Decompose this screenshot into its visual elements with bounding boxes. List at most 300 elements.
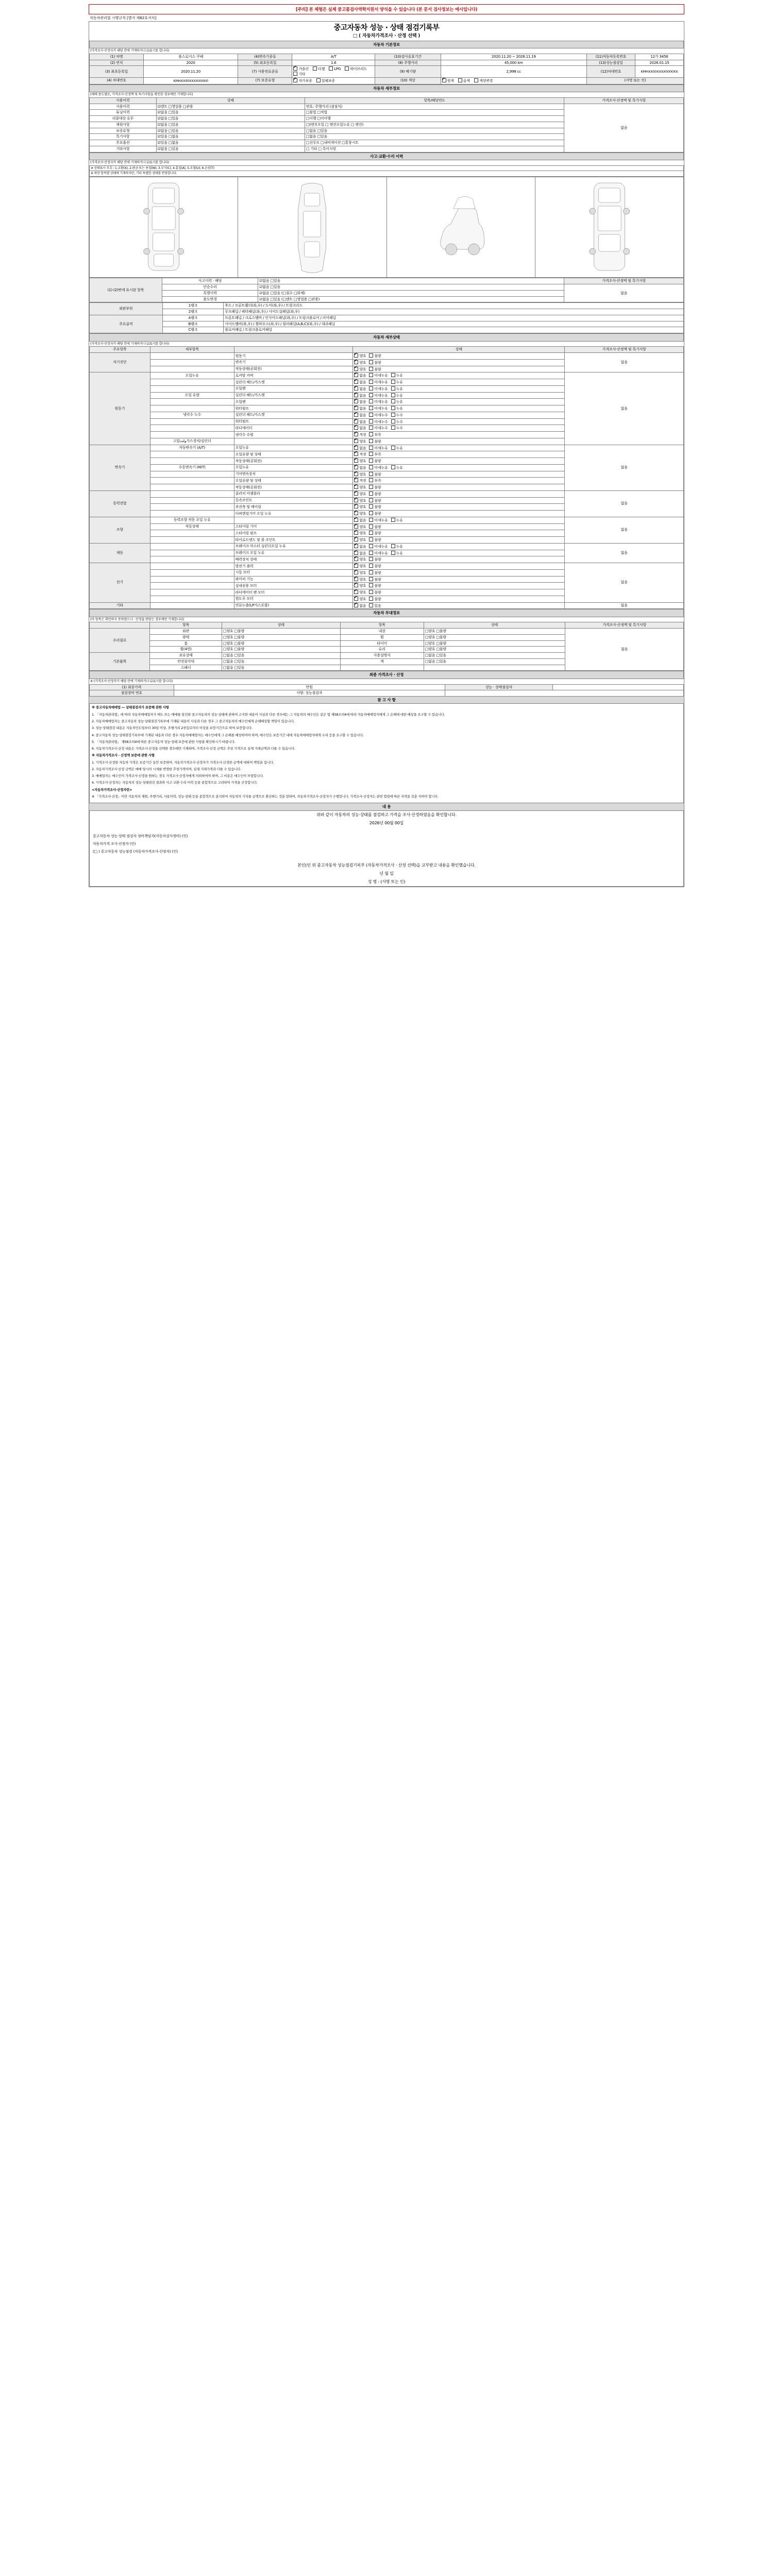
perf-price-2: 없음 — [565, 445, 684, 490]
perf-state-4-2[interactable] — [353, 530, 565, 537]
tire-state-b-5[interactable]: □없음 □있음 — [424, 658, 565, 665]
perf-state-3-0[interactable] — [353, 490, 565, 497]
color-option-two-tone[interactable] — [458, 78, 470, 83]
checkbox-box[interactable] — [369, 439, 373, 443]
checkbox-box[interactable] — [354, 511, 358, 515]
checkbox-option[interactable]: ✔ 없음 — [354, 419, 366, 425]
tire-col-state-1: 상태 — [222, 622, 340, 629]
perf-sub-2-1 — [150, 451, 234, 458]
checkbox-box[interactable] — [354, 531, 358, 535]
checkbox-option[interactable]: 미세누수 — [369, 426, 388, 431]
perf-item-0-0: 원동기 — [234, 353, 353, 360]
checkbox-option[interactable]: ✔ 적정 — [354, 452, 366, 457]
checkbox-option[interactable]: ✔ 양호 — [354, 564, 366, 569]
checkbox-option[interactable]: ✔ 양호 — [354, 472, 366, 477]
perf-item-1-10 — [234, 438, 353, 445]
perf-item-1-8: 라디에이터 — [234, 425, 353, 432]
checkbox-box[interactable] — [354, 590, 358, 594]
checkbox-box[interactable] — [369, 498, 373, 502]
checkbox-option[interactable]: ✔ 양호 — [354, 439, 366, 444]
perf-state-1-0[interactable] — [353, 372, 565, 379]
checkbox-box[interactable] — [354, 353, 358, 358]
checkbox-box[interactable] — [369, 426, 373, 430]
checkbox-option[interactable]: ✔ 양호 — [354, 459, 366, 464]
perf-item-1-9: 냉각수 수량 — [234, 432, 353, 438]
checkbox-box[interactable] — [354, 360, 358, 364]
checkbox-option[interactable]: 불량 — [369, 353, 381, 359]
perf-item-1-5: 워터펌프 — [234, 405, 353, 412]
checkbox-box[interactable] — [354, 564, 358, 568]
color-option-single[interactable] — [442, 78, 454, 83]
checkbox-box[interactable] — [391, 551, 395, 555]
checkbox-option[interactable]: ✔ 양호 — [354, 353, 366, 359]
checkbox-box[interactable] — [354, 570, 358, 574]
checkbox-option[interactable]: ✔ 적정 — [354, 478, 366, 483]
color-option-changed[interactable] — [474, 78, 493, 83]
tire-state-a-3[interactable]: □양호 □불량 — [222, 647, 340, 653]
tire-item-a-6: 스패너 — [150, 665, 222, 671]
checkbox-option[interactable]: ✔ 없음 — [354, 465, 366, 470]
checkbox-option[interactable]: 미세누유 — [369, 465, 388, 470]
warranty-option-company[interactable]: 업체보증 — [316, 78, 335, 83]
checkbox-option[interactable]: 불량 — [369, 537, 381, 543]
checkbox-option[interactable]: 미세누수 — [369, 413, 388, 418]
checkbox-option[interactable]: ✔ 없음 — [354, 413, 366, 418]
checkbox-option[interactable]: 불량 — [369, 504, 381, 510]
checkbox-option[interactable]: ✔ 양호 — [354, 524, 366, 530]
checkbox-box[interactable] — [354, 367, 358, 371]
checkbox-option[interactable]: ✔ 양호 — [354, 557, 366, 562]
checkbox-box[interactable] — [369, 577, 373, 581]
perf-state-0-2[interactable] — [353, 366, 565, 372]
checkbox-box[interactable] — [354, 537, 358, 541]
perf-state-0-0[interactable] — [353, 353, 565, 360]
checkbox-option[interactable]: 미세누수 — [369, 419, 388, 425]
checkbox-option[interactable]: 불량 — [369, 472, 381, 477]
checkbox-box[interactable] — [354, 551, 358, 555]
checkbox-option[interactable]: 불량 — [369, 459, 381, 464]
checkbox-option[interactable]: ✔ 없음 — [354, 446, 366, 451]
checkbox-option[interactable]: 불량 — [369, 485, 381, 490]
checkbox-option[interactable]: 누수 — [391, 426, 403, 431]
perf-row — [90, 543, 684, 550]
checkbox-option[interactable]: ✔ 양호 — [354, 511, 366, 516]
warranty-option-self[interactable]: ✔ 자가보증 — [293, 78, 312, 83]
final-price-label: (1) 최종가격 — [90, 684, 174, 690]
checkbox-option[interactable]: ✔ 양호 — [354, 504, 366, 510]
checkbox-option[interactable]: 누유 — [391, 386, 403, 392]
checkbox-box[interactable] — [369, 413, 373, 417]
checkbox-box[interactable] — [354, 452, 358, 456]
checkbox-box[interactable] — [354, 446, 358, 450]
perf-sub-6-4 — [150, 589, 234, 596]
accident-row-value-2[interactable]: ☑없음 □있음 (□침수 □화재) — [258, 290, 564, 296]
checkbox-box[interactable] — [369, 432, 373, 436]
checkbox-option[interactable]: 누수 — [391, 413, 403, 418]
checkbox-option[interactable]: ✔ 양호 — [354, 367, 366, 372]
checkbox-option[interactable]: 누유 — [391, 518, 403, 523]
tire-state-b-2[interactable]: □양호 □불량 — [424, 640, 565, 647]
checkbox-box[interactable] — [354, 597, 358, 601]
checkbox-option[interactable]: ✔ 적정 — [354, 432, 366, 437]
checkbox-option[interactable]: 불량 — [369, 531, 381, 536]
perf-state-5-2[interactable] — [353, 556, 565, 563]
checkbox-box[interactable] — [354, 518, 358, 522]
final-inspector-value[interactable] — [552, 684, 683, 690]
fuel-option-hybrid-label: 하이브리드 — [350, 67, 367, 72]
checkbox-option[interactable]: ✔ 없음 — [354, 406, 366, 411]
accident-row-value-1[interactable]: ☑없음 □있음 — [258, 284, 564, 291]
color-checkbox-group[interactable] — [441, 77, 586, 84]
checkbox-option[interactable]: 불량 — [369, 492, 381, 497]
perf-state-4-1[interactable] — [353, 523, 565, 530]
checkbox-box[interactable] — [391, 465, 395, 469]
checkbox-option[interactable]: 불량 — [369, 557, 381, 562]
checkbox-box[interactable] — [369, 492, 373, 496]
checkbox-option[interactable]: ✔ 없음 — [354, 518, 366, 523]
perf-sub-0-1 — [150, 359, 234, 366]
checkbox-box[interactable] — [369, 452, 373, 456]
checkbox-option[interactable]: 불량 — [369, 564, 381, 569]
checkbox-option[interactable]: ✔ 양호 — [354, 590, 366, 595]
checkbox-box[interactable] — [391, 373, 395, 377]
checkbox-box[interactable] — [354, 524, 358, 529]
checkbox-box[interactable] — [391, 544, 395, 548]
checkbox-box[interactable] — [354, 465, 358, 469]
checkbox-option[interactable]: 누유 — [391, 393, 403, 398]
checkbox-option[interactable]: ✔ 없음 — [354, 386, 366, 392]
checkbox-box[interactable] — [369, 590, 373, 594]
checkbox-box[interactable] — [354, 380, 358, 384]
checkbox-option[interactable]: 불량 — [369, 498, 381, 503]
diagram-front-view — [90, 177, 238, 278]
checkbox-box[interactable] — [354, 492, 358, 496]
final-equipment-value[interactable]: 사양: 성능점검자 — [174, 690, 445, 697]
accident-legend-label: (1)·(2)번에 표시된 항목 — [90, 278, 162, 302]
checkbox-box[interactable] — [369, 524, 373, 529]
checkbox-option[interactable]: 미세누유 — [369, 386, 388, 392]
tire-state-b-0[interactable]: □양호 □불량 — [424, 629, 565, 635]
perf-state-2-5[interactable] — [353, 478, 565, 484]
detail-row-state-2[interactable]: ☑없음 □있음 — [156, 116, 305, 122]
checkbox-option[interactable]: 부족 — [369, 432, 381, 437]
checkbox-box[interactable] — [369, 478, 373, 482]
checkbox-box[interactable] — [369, 367, 373, 371]
checkbox-option[interactable]: 미세누유 — [369, 393, 388, 398]
fuel-checkbox-group[interactable] — [292, 66, 375, 78]
checkbox-box[interactable] — [369, 570, 373, 574]
checkbox-box[interactable] — [369, 399, 373, 403]
checkbox-option[interactable]: 불량 — [369, 367, 381, 372]
checkbox-box[interactable] — [354, 544, 358, 548]
perf-state-6-4[interactable] — [353, 589, 565, 596]
perf-sub-0-2 — [150, 366, 234, 372]
tire-item-b-5: 잭 — [340, 658, 424, 665]
checkbox-option[interactable]: ✔ 없음 — [354, 551, 366, 556]
checkbox-option[interactable]: 미세누유 — [369, 373, 388, 378]
checkbox-option[interactable]: ✔ 양호 — [354, 537, 366, 543]
checkbox-box[interactable] — [369, 583, 373, 587]
checkbox-option[interactable]: ✔ 양호 — [354, 360, 366, 365]
checkbox-option[interactable]: 누수 — [391, 419, 403, 425]
checkbox-option[interactable]: ✔ 없음 — [354, 399, 366, 404]
checkbox-box[interactable] — [354, 419, 358, 423]
checkbox-option[interactable]: 미세누유 — [369, 406, 388, 411]
checkbox-option[interactable]: 누유 — [391, 399, 403, 404]
detail-row-state-0[interactable]: ☑렌트 □영업용 □관용 — [156, 104, 305, 110]
perf-state-6-5[interactable] — [353, 596, 565, 602]
checkbox-box[interactable] — [391, 386, 395, 391]
checkbox-box[interactable] — [369, 446, 373, 450]
perf-state-1-2[interactable] — [353, 385, 565, 392]
checkbox-option[interactable]: 불량 — [369, 577, 381, 582]
checkbox-option[interactable]: 누유 — [391, 446, 403, 451]
perf-price-4: 없음 — [565, 517, 684, 543]
perf-state-4-3[interactable] — [353, 537, 565, 544]
perf-state-1-10[interactable] — [353, 438, 565, 445]
perf-state-2-1[interactable] — [353, 451, 565, 458]
detail-row-state-6[interactable]: ☑있음 □없음 — [156, 140, 305, 146]
checkbox-box[interactable] — [354, 557, 358, 561]
fuel-option-hybrid[interactable] — [345, 66, 367, 72]
checkbox-box[interactable] — [369, 465, 373, 469]
checkbox-option[interactable]: 부족 — [369, 478, 381, 483]
checkbox-box[interactable] — [369, 373, 373, 377]
perf-item-5-0: 브레이크 마스터 실린더오일 누유 — [234, 543, 353, 550]
checkbox-box[interactable] — [369, 511, 373, 515]
accident-row-value-0[interactable]: ☑없음 □있음 — [258, 278, 564, 284]
perf-state-2-2[interactable] — [353, 458, 565, 465]
checkbox-option[interactable]: 누유 — [391, 551, 403, 556]
label-vin2: (12)차대번호 — [586, 66, 635, 78]
detail-row-state-7[interactable]: ☑없음 □있음 — [156, 146, 305, 152]
fuel-option-etc[interactable] — [293, 72, 305, 77]
perf-sub-5-0 — [150, 543, 234, 550]
checkbox-option[interactable]: ✔ 양호 — [354, 570, 366, 575]
checkbox-box[interactable] — [354, 373, 358, 377]
perf-sub-1-8 — [150, 425, 234, 432]
checkbox-box[interactable] — [391, 426, 395, 430]
checkbox-box[interactable] — [369, 386, 373, 391]
checkbox-box[interactable] — [354, 459, 358, 463]
tire-state-a-4[interactable]: □없음 □있음 — [222, 653, 340, 659]
perf-state-2-4[interactable] — [353, 471, 565, 478]
checkbox-option[interactable]: ✔ 없음 — [354, 426, 366, 431]
perf-state-3-3[interactable] — [353, 511, 565, 517]
tire-state-b-1[interactable]: □양호 □불량 — [424, 634, 565, 640]
checkbox-box[interactable] — [354, 432, 358, 436]
detail-row-state-1[interactable]: ☑없음 □있음 — [156, 110, 305, 116]
checkbox-box[interactable] — [369, 380, 373, 384]
perf-state-0-1[interactable] — [353, 359, 565, 366]
checkbox-box[interactable] — [354, 603, 358, 607]
perf-state-2-3[interactable] — [353, 464, 565, 471]
tire-state-b-4[interactable]: □없음 □있음 — [424, 653, 565, 659]
tire-state-a-0[interactable]: □양호 □불량 — [222, 629, 340, 635]
warranty-checkbox-group[interactable] — [292, 77, 375, 84]
detail-row-state-4[interactable]: ☑없음 □있음 — [156, 128, 305, 134]
checkbox-box[interactable] — [354, 439, 358, 443]
checkbox-box[interactable] — [354, 472, 358, 476]
tire-state-a-6[interactable]: □없음 □있음 — [222, 665, 340, 671]
checkbox-box[interactable] — [354, 426, 358, 430]
checkbox-box[interactable] — [354, 504, 358, 509]
checkbox-box[interactable] — [391, 518, 395, 522]
checkbox-option[interactable]: 불량 — [369, 590, 381, 595]
checkbox-box[interactable] — [369, 551, 373, 555]
checkbox-box[interactable] — [354, 413, 358, 417]
checkbox-option[interactable]: ✔ 양호 — [354, 498, 366, 503]
checkbox-box[interactable] — [369, 459, 373, 463]
checkbox-box[interactable] — [369, 603, 373, 607]
checkbox-option[interactable]: ✔ 없음 — [354, 380, 366, 385]
fuel-option-gasoline[interactable] — [293, 66, 309, 72]
declaration-signature-block — [90, 827, 683, 861]
checkbox-option[interactable]: 있음 — [369, 603, 381, 608]
tire-state-a-5[interactable]: □없음 □있음 — [222, 658, 340, 665]
perf-state-2-0[interactable] — [353, 445, 565, 451]
perf-state-1-4[interactable] — [353, 399, 565, 405]
section-basic-note: (가격조사·산정자가 해당 칸에 기재하거나 ☑표시를 합니다) — [89, 48, 684, 54]
checkbox-box[interactable] — [369, 472, 373, 476]
checkbox-box[interactable] — [369, 353, 373, 358]
checkbox-option[interactable]: ✔ 양호 — [354, 485, 366, 490]
basic-info-table — [89, 54, 684, 84]
checkbox-option[interactable]: 불량 — [369, 439, 381, 444]
detail-row-state-3[interactable]: ☑없음 □있음 — [156, 122, 305, 128]
checkbox-option[interactable]: 누유 — [391, 373, 403, 378]
checkbox-box[interactable] — [369, 518, 373, 522]
checkbox-option[interactable]: 누유 — [391, 544, 403, 549]
checkbox-option[interactable]: 미세누유 — [369, 380, 388, 385]
tire-state-a-1[interactable]: □양호 □불량 — [222, 634, 340, 640]
checkbox-option[interactable]: ✔ 없음 — [354, 603, 366, 608]
checkbox-option[interactable]: 미세누유 — [369, 399, 388, 404]
checkbox-box[interactable] — [391, 399, 395, 403]
checkbox-box[interactable] — [369, 504, 373, 509]
tire-state-a-2[interactable]: □양호 □불량 — [222, 640, 340, 647]
perf-state-5-0[interactable] — [353, 543, 565, 550]
perf-state-6-2[interactable] — [353, 576, 565, 583]
perf-state-1-5[interactable] — [353, 405, 565, 412]
checkbox-option[interactable]: 불량 — [369, 597, 381, 602]
perf-state-6-3[interactable] — [353, 583, 565, 589]
checkbox-box[interactable] — [369, 360, 373, 364]
checkbox-box[interactable] — [354, 478, 358, 482]
checkbox-box[interactable] — [369, 419, 373, 423]
checkbox-box[interactable] — [354, 583, 358, 587]
fuel-option-lpg[interactable] — [329, 66, 341, 72]
accident-row-value-3[interactable]: ☑없음 □있음 (□렌트 □영업용 □관용) — [258, 296, 564, 302]
perf-item-6-5: 윈도우 모터 — [234, 596, 353, 602]
checkbox-box[interactable] — [391, 393, 395, 397]
perf-col-detail — [234, 347, 353, 353]
checkbox-option[interactable]: 미세누유 — [369, 544, 388, 549]
checkbox-option[interactable]: 부족 — [369, 452, 381, 457]
perf-state-6-0[interactable] — [353, 563, 565, 570]
checkbox-box[interactable] — [354, 498, 358, 502]
checkbox-box[interactable] — [354, 577, 358, 581]
checkbox-box[interactable] — [354, 406, 358, 410]
checkbox-option[interactable]: 불량 — [369, 360, 381, 365]
checkbox-box[interactable] — [354, 399, 358, 403]
parts-list-1: 루프패널 / 쿼터패널(좌,우) / 사이드실패널(좌,우) — [224, 309, 684, 315]
perf-state-2-6[interactable] — [353, 484, 565, 491]
checkbox-box[interactable] — [369, 597, 373, 601]
perf-state-1-6[interactable] — [353, 412, 565, 418]
checkbox-option[interactable]: 미세누유 — [369, 446, 388, 451]
perf-item-1-2: 오일팬 — [234, 385, 353, 392]
checkbox-option[interactable]: ✔ 없음 — [354, 544, 366, 549]
checkbox-option[interactable]: 누유 — [391, 465, 403, 470]
tire-state-b-3[interactable]: □양호 □불량 — [424, 647, 565, 653]
checkbox-option[interactable]: ✔ 없음 — [354, 373, 366, 378]
checkbox-option[interactable]: ✔ 없음 — [354, 393, 366, 398]
checkbox-box[interactable] — [369, 557, 373, 561]
checkbox-option[interactable]: ✔ 양호 — [354, 492, 366, 497]
checkbox-box[interactable] — [369, 537, 373, 541]
perf-state-1-9[interactable] — [353, 432, 565, 438]
detail-row-state-5[interactable]: ☑있음 □없음 — [156, 134, 305, 140]
final-price-value[interactable]: 만원 — [174, 684, 445, 690]
checkbox-option[interactable]: ✔ 양호 — [354, 577, 366, 582]
checkbox-option[interactable]: 누유 — [391, 380, 403, 385]
checkbox-box[interactable] — [391, 406, 395, 410]
checkbox-box[interactable] — [369, 393, 373, 397]
checkbox-box[interactable] — [354, 386, 358, 391]
checkbox-option[interactable]: 불량 — [369, 511, 381, 516]
perf-state-1-3[interactable] — [353, 392, 565, 399]
detail-col-state: 상태 — [156, 97, 305, 104]
checkbox-option[interactable]: 불량 — [369, 570, 381, 575]
perf-state-1-8[interactable] — [353, 425, 565, 432]
checkbox-box[interactable] — [369, 564, 373, 568]
checkbox-box[interactable] — [391, 446, 395, 450]
checkbox-option[interactable]: 미세누유 — [369, 518, 388, 523]
checkbox-option[interactable]: ✔ 양호 — [354, 597, 366, 602]
checkbox-box[interactable] — [354, 393, 358, 397]
checkbox-option[interactable]: ✔ 양호 — [354, 531, 366, 536]
checkbox-box[interactable] — [391, 419, 395, 423]
checkbox-option[interactable]: 누유 — [391, 406, 403, 411]
perf-state-5-1[interactable] — [353, 550, 565, 556]
checkbox-option[interactable]: ✔ 양호 — [354, 583, 366, 588]
diagram-rear-view — [535, 177, 683, 278]
checkbox-box[interactable] — [391, 380, 395, 384]
checkbox-box[interactable] — [391, 413, 395, 417]
perf-state-3-1[interactable] — [353, 497, 565, 504]
fuel-option-diesel[interactable] — [313, 66, 325, 72]
label-transmission: (4)변속기종류 — [238, 54, 292, 60]
perf-state-7-0[interactable] — [353, 602, 565, 609]
checkbox-box[interactable] — [354, 485, 358, 489]
perf-col-main: 주요항목 — [90, 347, 150, 353]
checkbox-option[interactable]: 미세누유 — [369, 551, 388, 556]
tire-state-b-6[interactable] — [424, 665, 565, 671]
perf-state-3-2[interactable] — [353, 504, 565, 511]
checkbox-box[interactable] — [369, 531, 373, 535]
checkbox-box[interactable] — [369, 406, 373, 410]
perf-state-4-0[interactable] — [353, 517, 565, 523]
checkbox-box[interactable] — [369, 485, 373, 489]
perf-state-1-1[interactable] — [353, 379, 565, 386]
checkbox-option[interactable]: 불량 — [369, 524, 381, 530]
checkbox-option[interactable]: 불량 — [369, 583, 381, 588]
checkbox-box[interactable] — [369, 544, 373, 548]
perf-item-6-4: 라디에이터 팬 모터 — [234, 589, 353, 596]
perf-state-1-7[interactable] — [353, 418, 565, 425]
perf-state-6-1[interactable] — [353, 569, 565, 576]
